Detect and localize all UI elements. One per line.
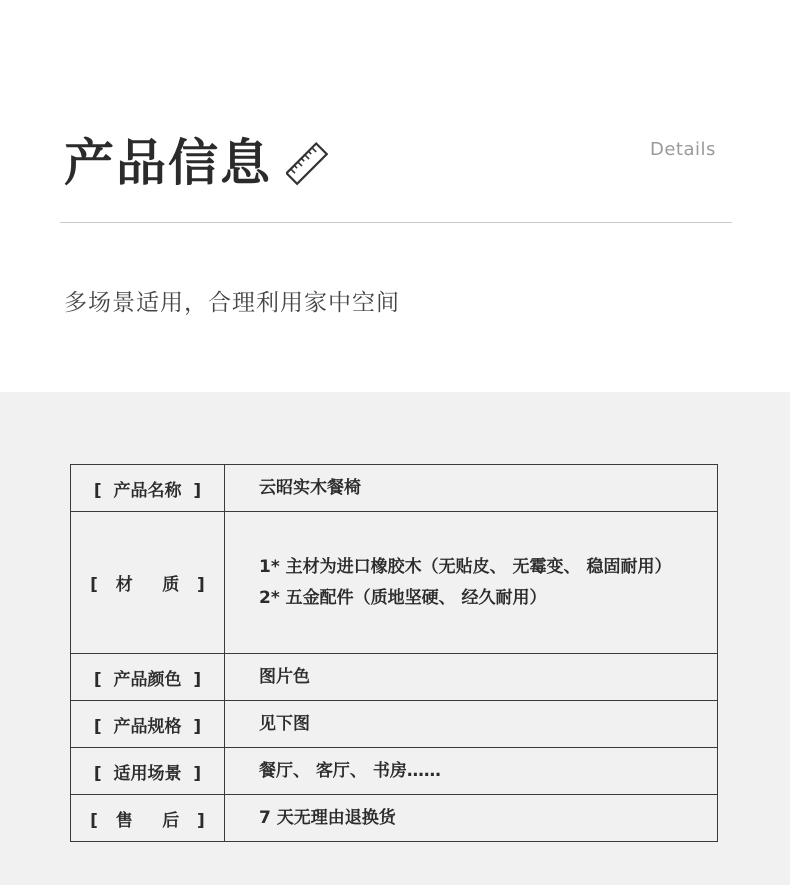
value-line: 7 天无理由退换货 — [259, 807, 396, 828]
ruler-icon — [286, 141, 328, 187]
value-line: 图片色 — [259, 666, 310, 687]
table-row — [71, 654, 718, 701]
spec-table — [70, 464, 718, 842]
value-line: 见下图 — [259, 713, 310, 734]
table-row — [71, 701, 718, 748]
row-value-aftersale — [225, 795, 718, 842]
value-line: 云昭实木餐椅 — [259, 477, 361, 498]
row-label-scene: [ 适用场景 ] — [71, 748, 225, 795]
row-label-color: [ 产品颜色 ] — [71, 654, 225, 701]
table-row — [71, 748, 718, 795]
subtitle: 多场景适用，合理利用家中空间 — [64, 290, 400, 316]
row-label-size: [ 产品规格 ] — [71, 701, 225, 748]
table-row — [71, 465, 718, 512]
value-line: 餐厅、 客厅、 书房…… — [259, 760, 441, 781]
value-line: 2* 五金配件（质地坚硬、 经久耐用） — [259, 587, 547, 608]
header-section — [0, 0, 790, 392]
row-value-scene — [225, 748, 718, 795]
row-label-material: [ 材 质 ] — [71, 512, 225, 654]
details-label: Details — [650, 139, 716, 160]
value-line: 1* 主材为进口橡胶木（无贴皮、 无霉变、 稳固耐用） — [259, 556, 672, 577]
header-divider — [60, 222, 732, 223]
row-value-name — [225, 465, 718, 512]
row-value-color — [225, 654, 718, 701]
row-label-aftersale: [ 售 后 ] — [71, 795, 225, 842]
table-row — [71, 795, 718, 842]
table-row — [71, 512, 718, 654]
row-value-size — [225, 701, 718, 748]
page-title: 产品信息 — [64, 134, 272, 192]
row-label-name: [ 产品名称 ] — [71, 465, 225, 512]
row-value-material — [225, 512, 718, 654]
